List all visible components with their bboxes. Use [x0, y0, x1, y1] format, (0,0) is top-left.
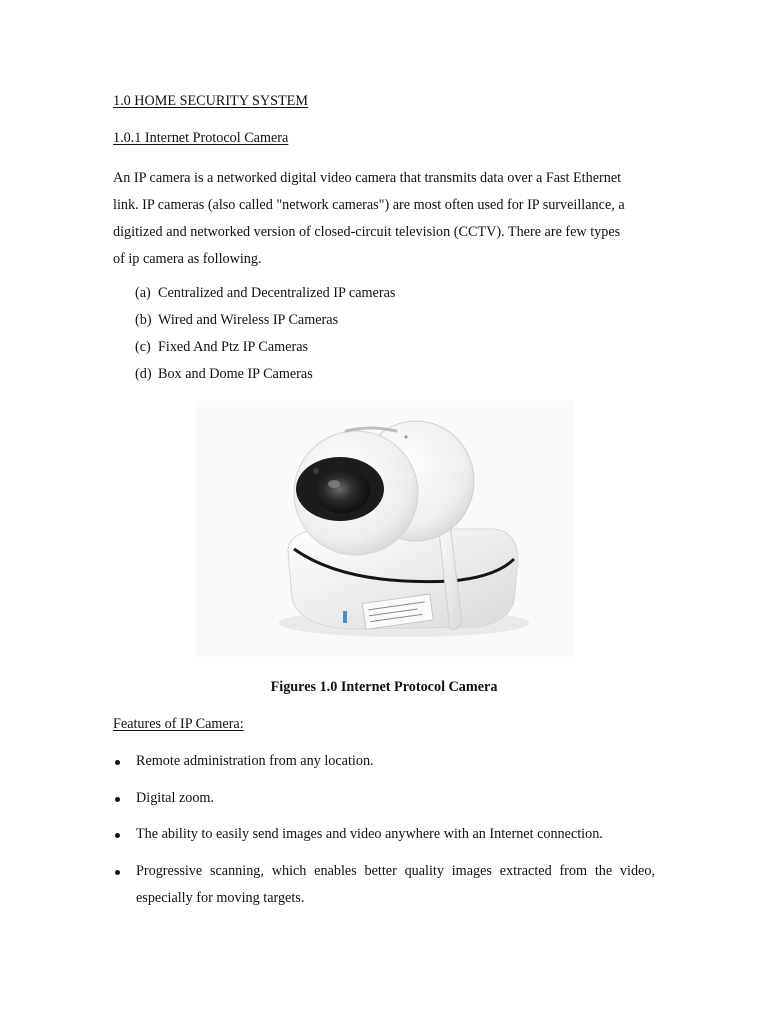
list-marker: (a): [135, 285, 151, 301]
type-list-item: [135, 366, 313, 386]
feature-text: Progressive scanning, which enables better quality images extracted from the video,: [136, 863, 655, 879]
list-text: Box and Dome IP Cameras: [158, 366, 313, 382]
list-marker: (d): [135, 366, 152, 382]
feature-text-continued: especially for moving targets.: [136, 890, 305, 906]
feature-text: Remote administration from any location.: [136, 753, 374, 769]
ir-sensor: [313, 468, 319, 474]
section-heading: 1.0 HOME SECURITY SYSTEM: [113, 93, 308, 109]
list-marker: (b): [135, 312, 152, 328]
camera-blue-tag: [343, 611, 347, 623]
intro-line: An IP camera is a networked digital video camera that transmits data over a Fast Ethernet: [113, 170, 622, 186]
list-text: Wired and Wireless IP Cameras: [158, 312, 339, 328]
feature-text: Digital zoom.: [136, 790, 215, 806]
ip-camera-icon: [196, 401, 574, 657]
ip-camera-figure: [196, 401, 574, 657]
type-list-item: [135, 339, 308, 359]
intro-paragraph: [113, 165, 658, 273]
type-list-item: [135, 312, 338, 332]
subsection-heading: 1.0.1 Internet Protocol Camera: [113, 130, 289, 146]
camera-lens: [314, 469, 370, 513]
intro-line: of ip camera as following.: [113, 251, 262, 267]
bullet-dot-icon: [115, 797, 120, 802]
bullet-dot-icon: [115, 760, 120, 765]
bullet-dot-icon: [115, 870, 120, 875]
lens-highlight: [328, 480, 340, 488]
type-list-item: [135, 285, 395, 305]
figure-caption: Figures 1.0 Internet Protocol Camera: [270, 679, 498, 695]
list-text: Centralized and Decentralized IP cameras: [158, 285, 396, 301]
bullet-dot-icon: [115, 833, 120, 838]
intro-line: digitized and networked version of closed-circuit television (CCTV). There are few types: [113, 224, 621, 240]
list-text: Fixed And Ptz IP Cameras: [158, 339, 309, 355]
features-heading: Features of IP Camera:: [113, 716, 244, 732]
camera-speaker-slot: [346, 428, 396, 431]
intro-line: link. IP cameras (also called "network cameras") are most often used for IP surveillance, a: [113, 197, 625, 213]
camera-mic-hole: [404, 435, 407, 438]
list-marker: (c): [135, 339, 151, 355]
feature-text: The ability to easily send images and video anywhere with an Internet connection.: [136, 826, 603, 842]
